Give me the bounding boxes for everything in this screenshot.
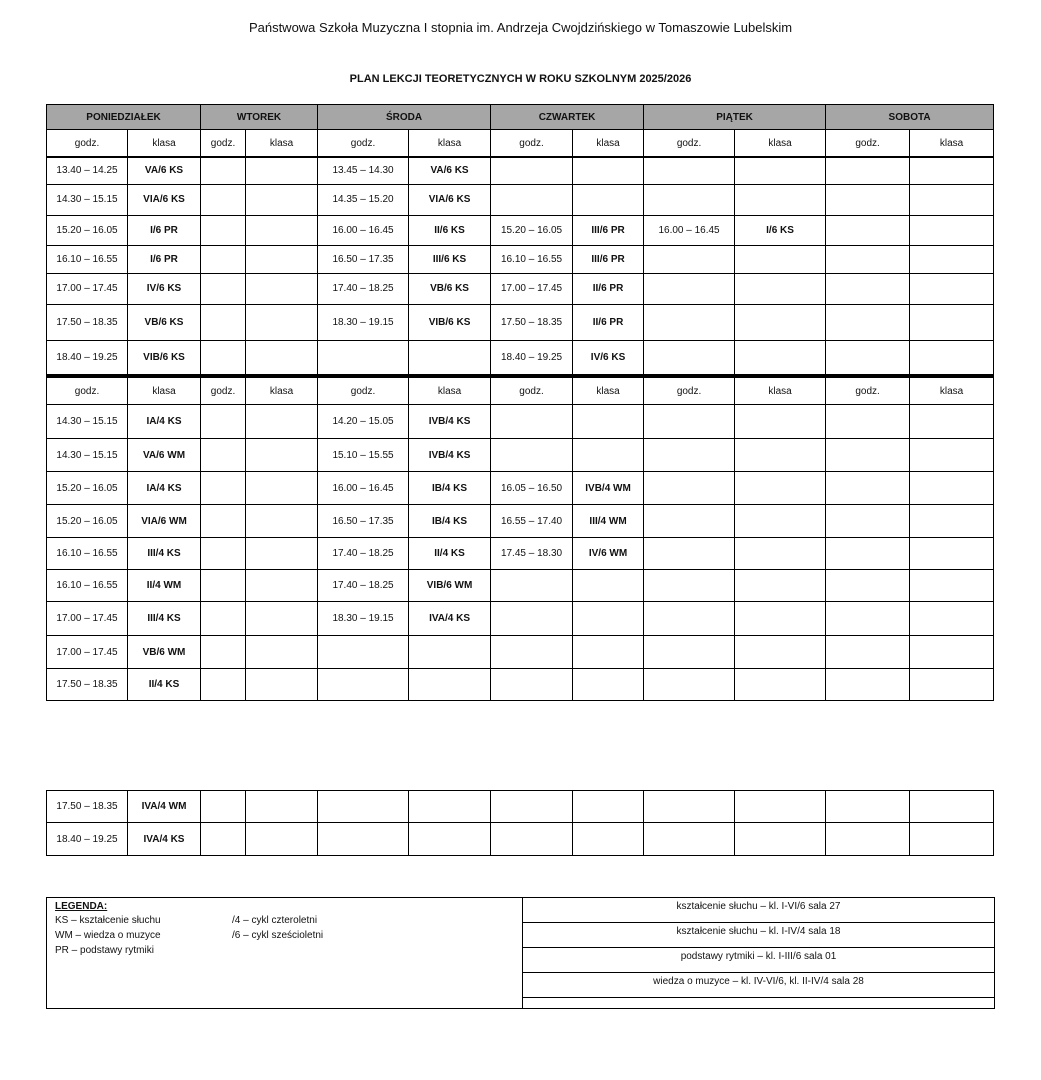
class-cell: IVA/4 KS [128, 823, 201, 856]
class-cell: IA/4 KS [128, 472, 201, 505]
class-cell [735, 570, 826, 602]
time-cell [201, 340, 246, 376]
class-cell: III/6 PR [573, 245, 644, 273]
class-cell [246, 669, 318, 701]
class-cell: III/6 KS [409, 245, 491, 273]
class-cell [246, 215, 318, 245]
class-column-header: klasa [735, 376, 826, 405]
time-cell: 17.50 – 18.35 [47, 791, 128, 823]
hour-column-header: godz. [318, 376, 409, 405]
table-row [47, 215, 994, 245]
class-cell: VA/6 WM [128, 439, 201, 472]
time-cell [826, 340, 910, 376]
time-cell [644, 669, 735, 701]
time-cell [201, 439, 246, 472]
time-cell: 13.40 – 14.25 [47, 157, 128, 184]
class-cell [573, 602, 644, 636]
class-cell: III/4 KS [128, 538, 201, 570]
time-cell [826, 439, 910, 472]
legend-wm: WM – wiedza o muzyce [55, 930, 161, 941]
plan-title: PLAN LEKCJI TEORETYCZNYCH W ROKU SZKOLNYM 2025/2026 [349, 73, 692, 85]
time-cell [201, 570, 246, 602]
class-cell [910, 245, 994, 273]
time-cell [644, 570, 735, 602]
class-cell: IA/4 KS [128, 405, 201, 439]
class-cell [409, 669, 491, 701]
room-item: kształcenie słuchu – kl. I-VI/6 sala 27 [523, 898, 994, 923]
time-cell [644, 273, 735, 304]
room-item: kształcenie słuchu – kl. I-IV/4 sala 18 [523, 923, 994, 948]
day-tuesday: WTOREK [201, 105, 318, 130]
class-cell [910, 405, 994, 439]
class-cell: III/6 PR [573, 215, 644, 245]
table-row [47, 304, 994, 340]
time-cell [491, 157, 573, 184]
time-cell [644, 472, 735, 505]
class-cell [910, 791, 994, 823]
class-cell: IVB/4 KS [409, 405, 491, 439]
time-cell [491, 439, 573, 472]
class-column-header: klasa [128, 376, 201, 405]
time-cell: 16.50 – 17.35 [318, 245, 409, 273]
legend-rooms [523, 898, 994, 998]
class-cell: IV/6 WM [573, 538, 644, 570]
class-cell [735, 669, 826, 701]
time-cell [491, 791, 573, 823]
time-cell [826, 245, 910, 273]
time-cell: 17.50 – 18.35 [47, 669, 128, 701]
class-cell [573, 439, 644, 472]
time-cell [644, 340, 735, 376]
class-cell: III/4 KS [128, 602, 201, 636]
time-cell [201, 669, 246, 701]
table-row [47, 340, 994, 376]
time-cell: 16.00 – 16.45 [318, 472, 409, 505]
time-cell [201, 304, 246, 340]
time-cell [201, 245, 246, 273]
legend-abbreviations [47, 898, 523, 1008]
hour-column-header: godz. [318, 130, 409, 158]
class-cell: IVB/4 KS [409, 439, 491, 472]
time-cell: 17.00 – 17.45 [491, 273, 573, 304]
legend-ks: KS – kształcenie słuchu [55, 915, 161, 926]
legend-title: LEGENDA: [55, 901, 108, 912]
time-cell: 18.40 – 19.25 [47, 340, 128, 376]
time-cell: 17.40 – 18.25 [318, 538, 409, 570]
schedule-table-continued [46, 790, 994, 856]
class-column-header: klasa [409, 376, 491, 405]
class-cell [246, 602, 318, 636]
class-cell: VIB/6 KS [128, 340, 201, 376]
class-column-header: klasa [128, 130, 201, 158]
time-cell [491, 636, 573, 669]
time-cell [318, 669, 409, 701]
time-cell [826, 215, 910, 245]
sub-header-row [47, 130, 994, 158]
class-cell [246, 505, 318, 538]
time-cell: 16.55 – 17.40 [491, 505, 573, 538]
class-cell [246, 273, 318, 304]
class-cell [735, 405, 826, 439]
time-cell: 17.40 – 18.25 [318, 570, 409, 602]
time-cell: 15.20 – 16.05 [47, 472, 128, 505]
class-cell [573, 157, 644, 184]
class-cell [246, 340, 318, 376]
time-cell [491, 405, 573, 439]
table-row [47, 636, 994, 669]
class-cell [735, 245, 826, 273]
time-cell [826, 184, 910, 215]
time-cell: 18.40 – 19.25 [491, 340, 573, 376]
time-cell: 16.10 – 16.55 [47, 570, 128, 602]
time-cell [826, 538, 910, 570]
class-cell: IVA/4 KS [409, 602, 491, 636]
time-cell: 16.00 – 16.45 [318, 215, 409, 245]
room-item: wiedza o muzyce – kl. IV-VI/6, kl. II-IV/4 sala 28 [523, 973, 994, 998]
time-cell [644, 636, 735, 669]
class-cell [573, 636, 644, 669]
time-cell [826, 570, 910, 602]
table-row [47, 273, 994, 304]
time-cell [318, 636, 409, 669]
day-friday: PIĄTEK [644, 105, 826, 130]
time-cell [644, 505, 735, 538]
time-cell: 17.45 – 18.30 [491, 538, 573, 570]
class-cell [910, 636, 994, 669]
time-cell [491, 184, 573, 215]
class-column-header: klasa [409, 130, 491, 158]
time-cell [201, 823, 246, 856]
time-cell [201, 505, 246, 538]
hour-column-header: godz. [47, 130, 128, 158]
time-cell: 18.40 – 19.25 [47, 823, 128, 856]
time-cell [644, 791, 735, 823]
class-cell [246, 304, 318, 340]
class-cell [735, 636, 826, 669]
time-cell: 15.10 – 15.55 [318, 439, 409, 472]
day-saturday: SOBOTA [826, 105, 994, 130]
legend-cycle-4: /4 – cykl czteroletni [232, 915, 318, 926]
time-cell [644, 184, 735, 215]
time-cell [201, 184, 246, 215]
time-cell: 13.45 – 14.30 [318, 157, 409, 184]
table-row [47, 602, 994, 636]
table-row [47, 405, 994, 439]
class-cell: VB/6 WM [128, 636, 201, 669]
class-column-header: klasa [573, 130, 644, 158]
time-cell [826, 273, 910, 304]
table-row [47, 157, 994, 184]
class-cell [735, 304, 826, 340]
class-cell [409, 791, 491, 823]
class-cell: I/6 PR [128, 245, 201, 273]
class-cell: II/4 KS [128, 669, 201, 701]
class-cell: VA/6 KS [409, 157, 491, 184]
time-cell [491, 570, 573, 602]
class-cell [246, 538, 318, 570]
class-cell [409, 340, 491, 376]
hour-column-header: godz. [644, 376, 735, 405]
time-cell: 15.20 – 16.05 [491, 215, 573, 245]
legend-pr: PR – podstawy rytmiki [55, 945, 154, 956]
class-cell: IVB/4 WM [573, 472, 644, 505]
time-cell: 16.10 – 16.55 [47, 245, 128, 273]
class-cell [246, 184, 318, 215]
class-cell: VIB/6 KS [409, 304, 491, 340]
time-cell [644, 405, 735, 439]
class-cell [246, 439, 318, 472]
time-cell [826, 636, 910, 669]
class-cell [573, 405, 644, 439]
class-column-header: klasa [910, 130, 994, 158]
time-cell: 17.00 – 17.45 [47, 602, 128, 636]
time-cell: 14.30 – 15.15 [47, 184, 128, 215]
time-cell [318, 340, 409, 376]
class-cell [735, 273, 826, 304]
class-cell [910, 505, 994, 538]
table-row [47, 472, 994, 505]
class-cell [409, 823, 491, 856]
class-cell: II/4 WM [128, 570, 201, 602]
schedule-table [46, 104, 994, 701]
class-cell [910, 669, 994, 701]
class-cell [735, 340, 826, 376]
hour-column-header: godz. [491, 376, 573, 405]
day-wednesday: ŚRODA [318, 105, 491, 130]
hour-column-header: godz. [644, 130, 735, 158]
class-cell [573, 823, 644, 856]
day-monday: PONIEDZIAŁEK [47, 105, 201, 130]
class-cell [910, 570, 994, 602]
time-cell: 18.30 – 19.15 [318, 304, 409, 340]
table-row [47, 823, 994, 856]
time-cell [826, 823, 910, 856]
class-cell: III/4 WM [573, 505, 644, 538]
class-cell: VA/6 KS [128, 157, 201, 184]
class-cell [735, 505, 826, 538]
time-cell [644, 157, 735, 184]
class-column-header: klasa [246, 130, 318, 158]
class-cell: VB/6 KS [409, 273, 491, 304]
class-cell [910, 472, 994, 505]
class-cell: VIA/6 WM [128, 505, 201, 538]
time-cell: 16.50 – 17.35 [318, 505, 409, 538]
time-cell: 17.00 – 17.45 [47, 273, 128, 304]
class-cell [735, 184, 826, 215]
class-cell [735, 439, 826, 472]
time-cell [201, 791, 246, 823]
table-row [47, 538, 994, 570]
time-cell: 18.30 – 19.15 [318, 602, 409, 636]
class-cell [910, 215, 994, 245]
hour-column-header: godz. [491, 130, 573, 158]
class-cell [910, 157, 994, 184]
class-cell [246, 823, 318, 856]
class-cell: VIA/6 KS [409, 184, 491, 215]
time-cell [644, 304, 735, 340]
time-cell [318, 823, 409, 856]
class-column-header: klasa [246, 376, 318, 405]
class-cell: IV/6 KS [573, 340, 644, 376]
time-cell: 16.10 – 16.55 [47, 538, 128, 570]
class-column-header: klasa [573, 376, 644, 405]
time-cell [826, 304, 910, 340]
time-cell [201, 636, 246, 669]
time-cell: 14.30 – 15.15 [47, 439, 128, 472]
table-row [47, 669, 994, 701]
class-cell [573, 570, 644, 602]
time-cell [644, 245, 735, 273]
time-cell [826, 472, 910, 505]
time-cell [201, 405, 246, 439]
time-cell [826, 405, 910, 439]
time-cell [644, 602, 735, 636]
school-name: Państwowa Szkoła Muzyczna I stopnia im. Andrzeja Cwojdzińskiego w Tomaszowie Lubelskim [248, 20, 793, 35]
class-cell: II/6 PR [573, 304, 644, 340]
class-cell [409, 636, 491, 669]
hour-column-header: godz. [201, 376, 246, 405]
time-cell [201, 602, 246, 636]
hour-column-header: godz. [826, 376, 910, 405]
time-cell [201, 273, 246, 304]
hour-column-header: godz. [826, 130, 910, 158]
time-cell [826, 505, 910, 538]
time-cell [318, 791, 409, 823]
time-cell: 16.00 – 16.45 [644, 215, 735, 245]
class-cell [910, 273, 994, 304]
hour-column-header: godz. [201, 130, 246, 158]
day-header-row [47, 105, 994, 130]
class-cell [573, 669, 644, 701]
class-cell [910, 304, 994, 340]
class-cell [573, 791, 644, 823]
class-cell: II/4 KS [409, 538, 491, 570]
class-cell: IVA/4 WM [128, 791, 201, 823]
class-cell: IB/4 KS [409, 505, 491, 538]
table-row [47, 505, 994, 538]
class-cell [910, 439, 994, 472]
time-cell: 17.50 – 18.35 [47, 304, 128, 340]
time-cell [644, 439, 735, 472]
class-cell [735, 823, 826, 856]
class-cell [735, 791, 826, 823]
class-cell [735, 538, 826, 570]
class-cell: I/6 PR [128, 215, 201, 245]
table-row [47, 570, 994, 602]
class-cell [735, 472, 826, 505]
table-row [47, 791, 994, 823]
class-cell: I/6 KS [735, 215, 826, 245]
class-cell [246, 245, 318, 273]
class-cell: II/6 KS [409, 215, 491, 245]
table-row [47, 184, 994, 215]
time-cell [491, 669, 573, 701]
class-cell [910, 823, 994, 856]
room-item: podstawy rytmiki – kl. I-III/6 sala 01 [523, 948, 994, 973]
sub-header-row [47, 376, 994, 405]
time-cell [491, 602, 573, 636]
class-column-header: klasa [910, 376, 994, 405]
time-cell: 16.05 – 16.50 [491, 472, 573, 505]
time-cell: 14.30 – 15.15 [47, 405, 128, 439]
class-cell: VIB/6 WM [409, 570, 491, 602]
table-row [47, 245, 994, 273]
class-cell: IB/4 KS [409, 472, 491, 505]
class-cell: II/6 PR [573, 273, 644, 304]
class-cell: VIA/6 KS [128, 184, 201, 215]
class-column-header: klasa [735, 130, 826, 158]
time-cell: 16.10 – 16.55 [491, 245, 573, 273]
time-cell [201, 538, 246, 570]
day-thursday: CZWARTEK [491, 105, 644, 130]
class-cell: VB/6 KS [128, 304, 201, 340]
time-cell [644, 823, 735, 856]
class-cell [246, 570, 318, 602]
time-cell: 17.40 – 18.25 [318, 273, 409, 304]
time-cell [826, 157, 910, 184]
time-cell: 15.20 – 16.05 [47, 505, 128, 538]
time-cell: 14.35 – 15.20 [318, 184, 409, 215]
time-cell [644, 538, 735, 570]
class-cell [910, 602, 994, 636]
time-cell [201, 472, 246, 505]
time-cell: 17.50 – 18.35 [491, 304, 573, 340]
class-cell [910, 184, 994, 215]
hour-column-header: godz. [47, 376, 128, 405]
class-cell [246, 472, 318, 505]
table-row [47, 439, 994, 472]
time-cell [826, 791, 910, 823]
time-cell [201, 157, 246, 184]
time-cell [491, 823, 573, 856]
class-cell [246, 157, 318, 184]
time-cell: 14.20 – 15.05 [318, 405, 409, 439]
legend [46, 897, 995, 1009]
time-cell [826, 602, 910, 636]
class-cell [735, 602, 826, 636]
time-cell: 17.00 – 17.45 [47, 636, 128, 669]
class-cell [246, 791, 318, 823]
class-cell: IV/6 KS [128, 273, 201, 304]
class-cell [735, 157, 826, 184]
class-cell [910, 538, 994, 570]
class-cell [910, 340, 994, 376]
class-cell [246, 636, 318, 669]
time-cell [201, 215, 246, 245]
time-cell [826, 669, 910, 701]
class-cell [246, 405, 318, 439]
time-cell: 15.20 – 16.05 [47, 215, 128, 245]
legend-cycle-6: /6 – cykl sześcioletni [232, 930, 324, 941]
class-cell [573, 184, 644, 215]
